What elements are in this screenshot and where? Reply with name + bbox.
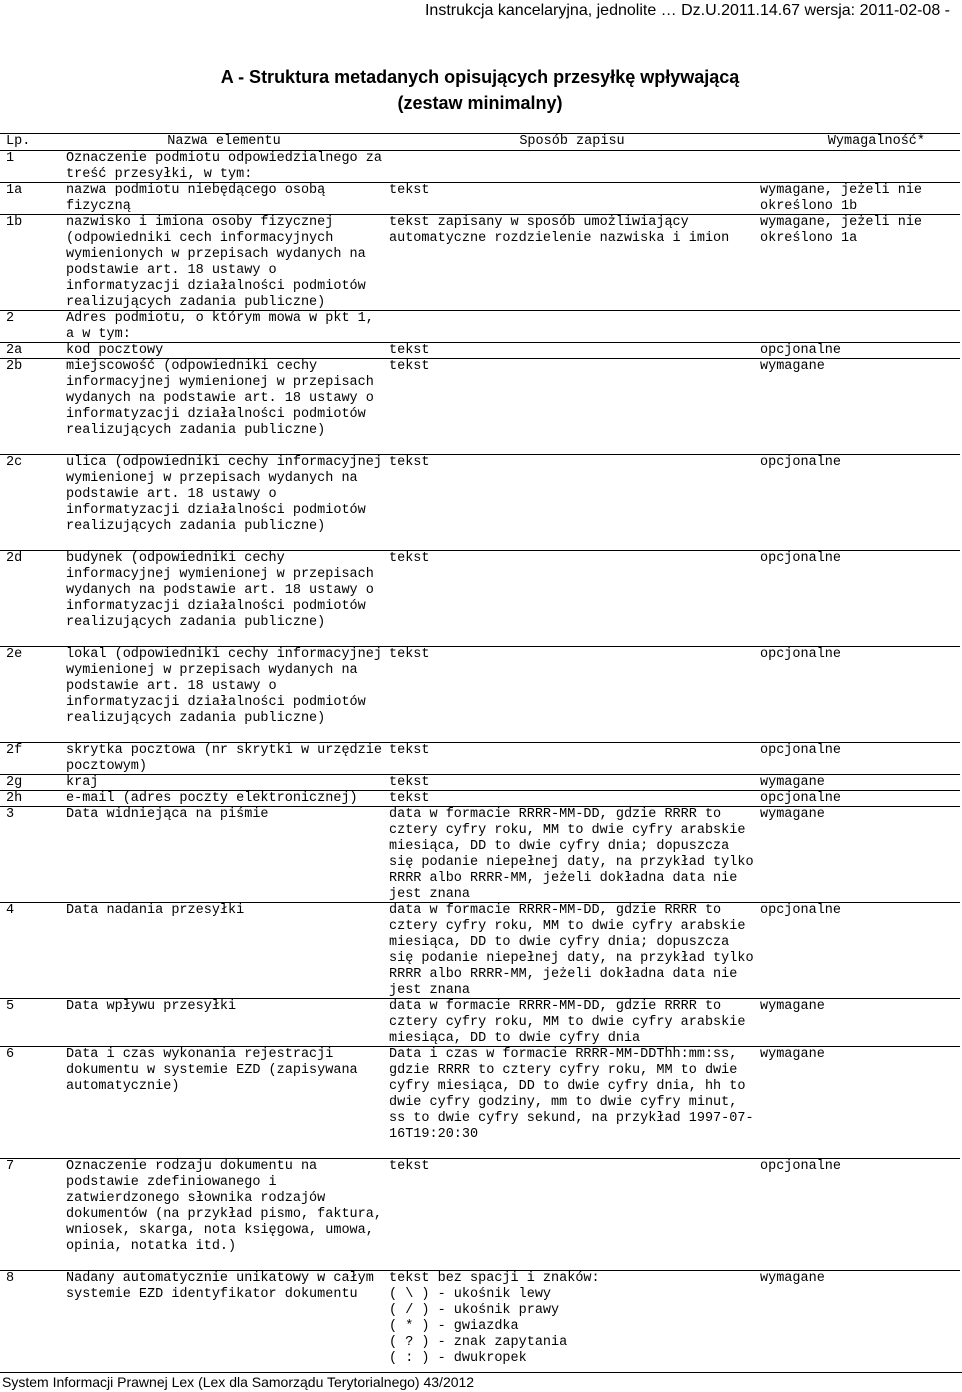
table-row [0, 903, 960, 999]
element-requirement: opcjonalne [760, 791, 842, 806]
element-name: Data i czas wykonania rejestracji dokumentu w systemie EZD (zapisywana automatycznie) [66, 1047, 366, 1094]
table-row [0, 743, 960, 775]
element-requirement: wymagane, jeżeli nie określono 1b [760, 183, 931, 214]
table-row [0, 343, 960, 359]
row-number: 2d [6, 551, 23, 566]
column-header-lp: Lp. [6, 134, 31, 149]
element-format: tekst [389, 775, 430, 790]
element-requirement: wymagane [760, 999, 825, 1014]
element-name: Data wpływu przesyłki [66, 999, 237, 1014]
row-number: 2a [6, 343, 23, 358]
metadata-table [0, 133, 960, 1366]
table-row [0, 183, 960, 215]
element-format: tekst [389, 343, 430, 358]
row-number: 2b [6, 359, 23, 374]
element-name: skrytka pocztowa (nr skrytki w urzędzie pocztowym) [66, 743, 391, 774]
element-name: nazwisko i imiona osoby fizycznej (odpowiedniki cech informacyjnych wymienionych w przepisach wydanych na podstawie art. 18 ustawy o informatyzacji działalności podmiotów realizujących zadania publiczne) [66, 215, 374, 310]
table-row [0, 791, 960, 807]
element-name: e-mail (adres poczty elektronicznej) [66, 791, 358, 806]
element-requirement: opcjonalne [760, 343, 842, 358]
table-row [0, 1159, 960, 1271]
element-format: tekst [389, 791, 430, 806]
element-requirement: wymagane [760, 775, 825, 790]
row-number: 2f [6, 743, 23, 758]
title-line-2: (zestaw minimalny) [397, 93, 563, 113]
element-name: nazwa podmiotu niebędącego osobą fizyczną [66, 183, 334, 214]
row-number: 2c [6, 455, 23, 470]
element-name: Data nadania przesyłki [66, 903, 245, 918]
element-requirement: wymagane [760, 1047, 825, 1062]
element-format: tekst [389, 551, 430, 566]
row-number: 7 [6, 1159, 15, 1174]
row-number: 1a [6, 183, 23, 198]
element-format: tekst [389, 647, 430, 662]
element-name: lokal (odpowiedniki cechy informacyjnej wymienionej w przepisach wydanych na podstawie art. 18 ustawy o informatyzacji działalności podmiotów realizujących zadania publiczne) [66, 647, 391, 726]
element-format: tekst [389, 743, 430, 758]
row-number: 2e [6, 647, 23, 662]
running-header: Instrukcja kancelaryjna, jednolite … Dz.U.2011.14.67 wersja: 2011-02-08 - [424, 2, 950, 19]
row-number: 5 [6, 999, 15, 1014]
row-number: 6 [6, 1047, 15, 1062]
table-row [0, 807, 960, 903]
row-number: 8 [6, 1271, 15, 1286]
element-requirement: wymagane [760, 807, 825, 822]
element-requirement: wymagane, jeżeli nie określono 1a [760, 215, 931, 246]
table-row [0, 551, 960, 647]
element-name: Oznaczenie rodzaju dokumentu na podstawie zdefiniowanego i zatwierdzonego słownika rodzajów dokumentów (na przykład pismo, faktura, wniosek, skarga, nota księgowa, umowa, opinia, notatka itd.) [66, 1159, 391, 1254]
element-format: data w formacie RRRR-MM-DD, gdzie RRRR to cztery cyfry roku, MM to dwie cyfry arabskie miesiąca, DD to dwie cyfry dnia; dopuszcza się podanie niepełnej daty, na przykład tylko RRRR albo RRRR-MM, jeżeli dokładna data nie jest znana [389, 903, 762, 998]
title-line-1: A - Struktura metadanych opisujących przesyłkę wpływającą [220, 67, 740, 87]
element-name: Data widniejąca na piśmie [66, 807, 269, 822]
column-header-requirement: Wymagalność* [827, 134, 925, 149]
element-requirement: opcjonalne [760, 903, 842, 918]
element-name: budynek (odpowiedniki cechy informacyjnej wymienionej w przepisach wydanych na podstawie art. 18 ustawy o informatyzacji działalności podmiotów realizujących zadania publiczne) [66, 551, 382, 630]
element-requirement: opcjonalne [760, 1159, 842, 1174]
table-row [0, 647, 960, 743]
element-requirement: opcjonalne [760, 743, 842, 758]
row-number: 2h [6, 791, 23, 806]
table-row [0, 775, 960, 791]
row-number: 2g [6, 775, 23, 790]
row-number: 1b [6, 215, 23, 230]
element-format: tekst [389, 359, 430, 374]
element-name: Nadany automatycznie unikatowy w całym systemie EZD identyfikator dokumentu [66, 1271, 382, 1302]
table-row [0, 455, 960, 551]
row-number: 3 [6, 807, 15, 822]
element-name: miejscowość (odpowiedniki cechy informacyjnej wymienionej w przepisach wydanych na podstawie art. 18 ustawy o informatyzacji działalności podmiotów realizujących zadania publiczne) [66, 359, 382, 438]
element-format: tekst [389, 1159, 430, 1174]
table-row [0, 151, 960, 183]
table-row [0, 359, 960, 455]
element-format: data w formacie RRRR-MM-DD, gdzie RRRR to cztery cyfry roku, MM to dwie cyfry arabskie miesiąca, DD to dwie cyfry dnia [389, 999, 754, 1046]
element-requirement: wymagane [760, 1271, 825, 1286]
element-name: Oznaczenie podmiotu odpowiedzialnego za treść przesyłki, w tym: [66, 151, 391, 182]
page-footer: System Informacji Prawnej Lex (Lex dla Samorządu Terytorialnego) 43/2012 [0, 1372, 962, 1391]
element-requirement: wymagane [760, 359, 825, 374]
element-name: kod pocztowy [66, 343, 164, 358]
table-row [0, 311, 960, 343]
table-row [0, 1271, 960, 1371]
table-row [0, 1047, 960, 1159]
row-number: 2 [6, 311, 15, 326]
table-row [0, 999, 960, 1047]
element-format: tekst zapisany w sposób umożliwiający automatyczne rozdzielenie nazwiska i imion [389, 215, 730, 246]
document-title [0, 64, 960, 116]
row-number: 1 [6, 151, 15, 166]
element-requirement: opcjonalne [760, 455, 842, 470]
element-format: data w formacie RRRR-MM-DD, gdzie RRRR to cztery cyfry roku, MM to dwie cyfry arabskie miesiąca, DD to dwie cyfry dnia; dopuszcza się podanie niepełnej daty, na przykład tylko RRRR albo RRRR-MM, jeżeli dokładna data nie jest znana [389, 807, 762, 902]
element-format: tekst bez spacji i znaków: ( \ ) - ukośnik lewy ( / ) - ukośnik prawy ( * ) - gwiazdka ( ? ) - znak zapytania ( : ) - dwukropek [389, 1271, 600, 1366]
table-header-row [0, 134, 960, 151]
element-requirement: opcjonalne [760, 647, 842, 662]
table-row [0, 215, 960, 311]
row-number: 4 [6, 903, 15, 918]
column-header-name: Nazwa elementu [167, 134, 281, 149]
element-requirement: opcjonalne [760, 551, 842, 566]
element-name: ulica (odpowiedniki cechy informacyjnej wymienionej w przepisach wydanych na podstawie art. 18 ustawy o informatyzacji działalności podmiotów realizujących zadania publiczne) [66, 455, 391, 534]
element-format: Data i czas w formacie RRRR-MM-DDThh:mm:ss, gdzie RRRR to cztery cyfry roku, MM to dwie cyfry miesiąca, DD to dwie cyfry dnia, hh to dwie cyfry godziny, mm to dwie cyfry minut, ss to dwie cyfry sekund, na przykład 1997-07-16T19:20:30 [389, 1047, 754, 1142]
element-format: tekst [389, 183, 430, 198]
element-format: tekst [389, 455, 430, 470]
element-name: kraj [66, 775, 99, 790]
column-header-format: Sposób zapisu [519, 134, 625, 149]
element-name: Adres podmiotu, o którym mowa w pkt 1, a w tym: [66, 311, 382, 342]
